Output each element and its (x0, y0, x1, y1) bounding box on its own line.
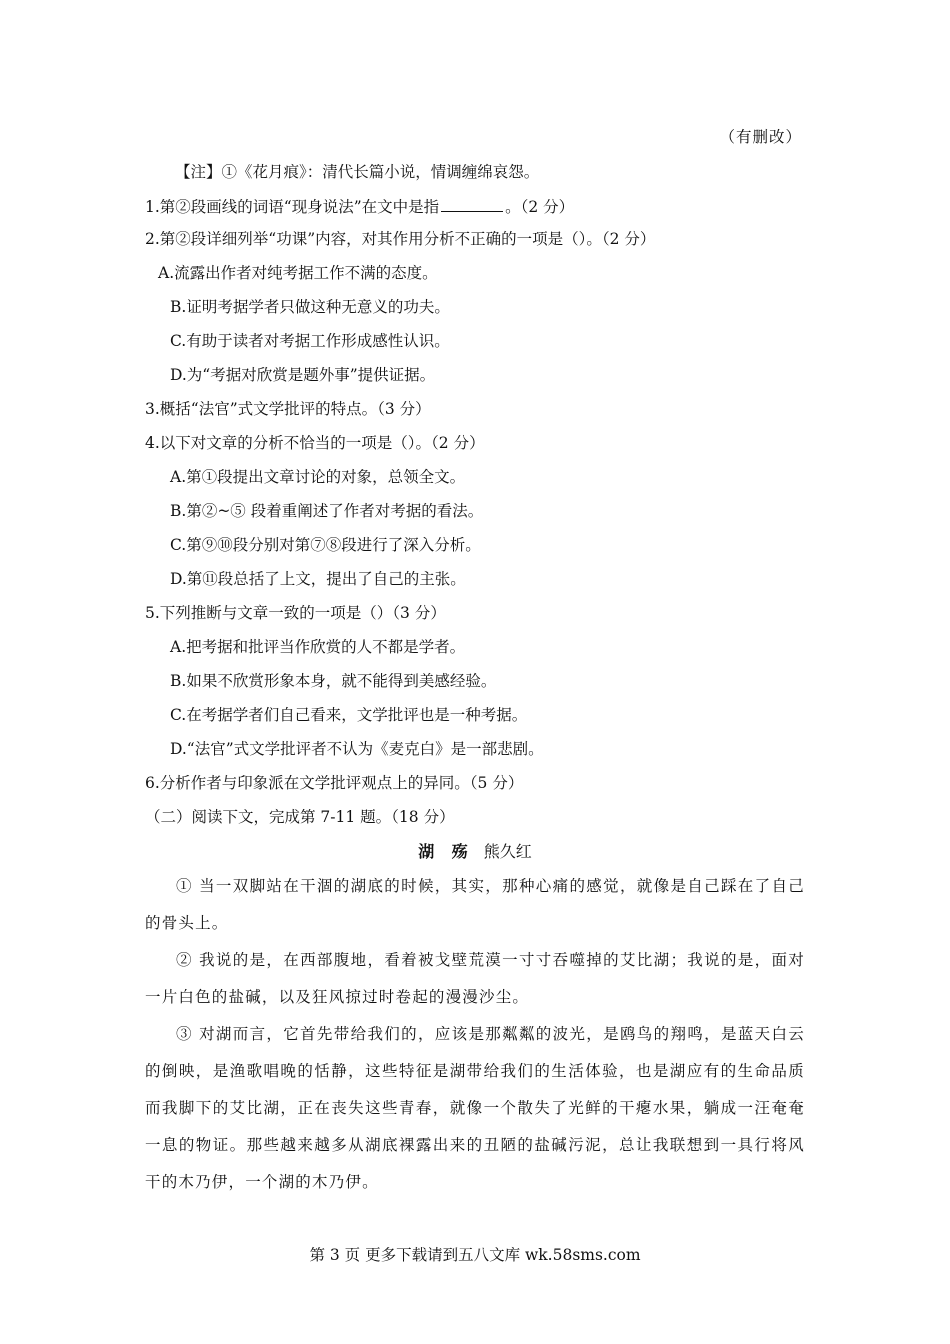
question-5-option-d: D.“法官”式文学批评者不认为《麦克白》是一部悲剧。 (170, 740, 544, 758)
question-4-option-d: D.第⑪段总括了上文，提出了自己的主张。 (170, 570, 466, 588)
answer-blank[interactable] (441, 195, 503, 212)
question-5-stem: 5.下列推断与文章一致的一项是（）（3 分） (145, 604, 446, 622)
question-5-option-c: C.在考据学者们自己看来，文学批评也是一种考据。 (170, 706, 528, 724)
source-note: （有删改） (719, 128, 802, 146)
question-4-stem: 4.以下对文章的分析不恰当的一项是（）。（2 分） (145, 434, 485, 452)
article-paragraph-3: ③ 对湖而言，它首先带给我们的，应该是那粼粼的波光，是鸥鸟的翔鸣，是蓝天白云的倒映，是渔歌唱晚的恬静，这些特征是湖带给我们的生活体验，也是湖应有的生命品质而我脚下的艾比湖，正在丧失这些青春，就像一个散失了光鲜的干瘪水果，躺成一汪奄奄一息的物证。那些越来越多从湖底裸露出来的丑陋的盐碱污泥，总让我联想到一具行将风干的木乃伊，一个湖的木乃伊。 (145, 1025, 805, 1191)
question-5-option-a: A.把考据和批评当作欣赏的人不都是学者。 (170, 638, 466, 656)
article-heading (0, 842, 950, 862)
section-2-heading: （二）阅读下文，完成第 7-11 题。（18 分） (145, 808, 455, 826)
question-2-option-c: C.有助于读者对考据工作形成感性认识。 (170, 332, 450, 350)
question-1 (145, 195, 574, 217)
question-1-text: 1.第②段画线的词语“现身说法”在文中是指 (145, 198, 440, 216)
question-6-stem: 6.分析作者与印象派在文学批评观点上的异同。（5 分） (145, 774, 524, 792)
article-paragraph-1: ① 当一双脚站在干涸的湖底的时候，其实，那种心痛的感觉，就像是自己踩在了自己的骨头上。 (145, 877, 805, 932)
question-3-stem: 3.概括“法官”式文学批评的特点。（3 分） (145, 400, 431, 418)
question-4-option-a: A.第①段提出文章讨论的对象，总领全文。 (170, 468, 466, 486)
question-1-score: 。（2 分） (505, 198, 575, 216)
article-paragraph-2: ② 我说的是，在西部腹地，看着被戈壁荒漠一寸寸吞噬掉的艾比湖；我说的是，面对一片白色的盐碱，以及狂风掠过时卷起的漫漫沙尘。 (145, 951, 805, 1006)
question-2-stem: 2.第②段详细列举“功课”内容，对其作用分析不正确的一项是（）。（2 分） (145, 230, 656, 248)
article-title: 湖 殇 (418, 842, 474, 861)
question-2-option-d: D.为“考据对欣赏是题外事”提供证据。 (170, 366, 436, 384)
question-2-option-a: A.流露出作者对纯考据工作不满的态度。 (158, 264, 438, 282)
annotation-note: 【注】①《花月痕》：清代长篇小说，情调缠绵哀怨。 (175, 163, 540, 181)
question-2-option-b: B.证明考据学者只做这种无意义的功夫。 (170, 298, 450, 316)
article-author: 熊久红 (483, 842, 532, 861)
question-4-option-b: B.第②~⑤ 段着重阐述了作者对考据的看法。 (170, 502, 484, 520)
question-5-option-b: B.如果不欣赏形象本身，就不能得到美感经验。 (170, 672, 497, 690)
question-4-option-c: C.第⑨⑩段分别对第⑦⑧段进行了深入分析。 (170, 536, 481, 554)
page-footer: 第 3 页 更多下载请到五八文库 wk.58sms.com (309, 1246, 641, 1264)
